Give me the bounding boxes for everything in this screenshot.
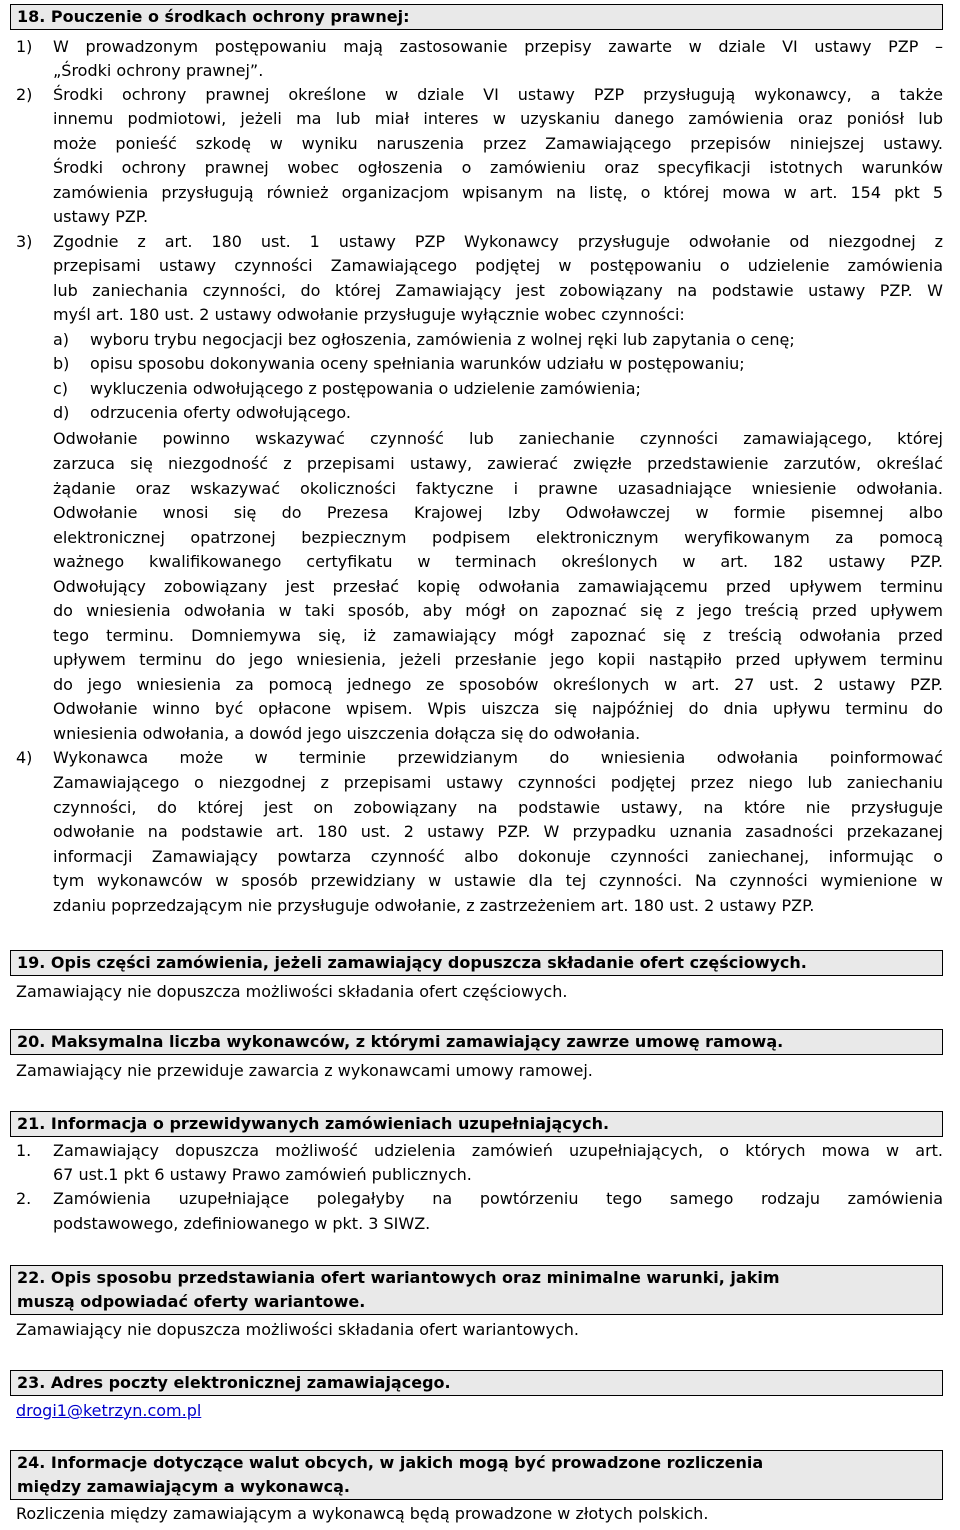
paragraph-line: Odwołujący zobowiązany jest przesłać kopię odwołania zamawiającemu przed upływem terminu [53, 577, 943, 596]
list-marker: a) [53, 330, 70, 349]
paragraph-line: elektronicznej opatrzonej bezpiecznym podpisem elektronicznym weryfikowanym za pomocą [53, 528, 943, 547]
list-marker: 2. [16, 1189, 32, 1208]
paragraph-line: ważnego kwalifikowanego certyfikatu w terminach określonych w art. 182 ustawy PZP. [53, 552, 943, 571]
paragraph-line: tego terminu. Domniemywa się, iż zamawiający mógł zapoznać się z treścią odwołania przed [53, 626, 943, 645]
paragraph-line: Zamawiającego o niezgodnej z przepisami ustawy czynności podjętej przez niego lub zaniechaniu [53, 773, 943, 792]
section-24-heading [10, 1450, 943, 1500]
paragraph-line: do wniesienia odwołania w taki sposób, aby mógł on zapoznać się z jego treścią przed upływem [53, 601, 943, 620]
paragraph-line: myśl art. 180 ust. 2 ustawy odwołanie przysługuje wyłącznie wobec czynności: [53, 305, 685, 324]
paragraph-line: odwołanie na podstawie art. 180 ust. 2 ustawy PZP. W przypadku uznania zasadności przekazanej [53, 822, 943, 841]
paragraph-line: Odwołanie winno być opłacone wpisem. Wpis uiszcza się najpóźniej do dnia upływu terminu do [53, 699, 943, 718]
section-21-heading: 21. Informacja o przewidywanych zamówieniach uzupełniających. [10, 1111, 943, 1137]
section-20-text: Zamawiający nie przewiduje zawarcia z wykonawcami umowy ramowej. [16, 1061, 593, 1080]
paragraph-line: innemu podmiotowi, jeżeli ma lub miał interes w uzyskaniu danego zamówienia oraz poniósł lub [53, 109, 943, 128]
list-item: podstawowego, zdefiniowanego w pkt. 3 SIWZ. [53, 1214, 431, 1233]
email-link[interactable]: drogi1@ketrzyn.com.pl [16, 1401, 202, 1420]
list-item: Zamawiający dopuszcza możliwość udzielenia zamówień uzupełniających, o których mowa w art. [53, 1141, 943, 1160]
paragraph-line: Odwołanie powinno wskazywać czynność lub zaniechanie czynności zamawiającego, której [53, 429, 943, 448]
paragraph-line: „Środki ochrony prawnej”. [53, 61, 264, 80]
list-marker: 2) [16, 85, 33, 104]
section-24-text: Rozliczenia między zamawiającym a wykonawcą będą prowadzone w złotych polskich. [16, 1504, 709, 1523]
section-18-heading: 18. Pouczenie o środkach ochrony prawnej: [10, 4, 943, 30]
heading-line: 24. Informacje dotyczące walut obcych, w jakich mogą być prowadzone rozliczenia [17, 1453, 764, 1472]
heading-line: muszą odpowiadać oferty wariantowe. [17, 1292, 366, 1311]
section-20-heading: 20. Maksymalna liczba wykonawców, z którymi zamawiający zawrze umowę ramową. [10, 1029, 943, 1055]
list-marker: 3) [16, 232, 33, 251]
paragraph-line: ustawy PZP. [53, 207, 149, 226]
section-22-heading [10, 1265, 943, 1315]
paragraph-line: informacji Zamawiający powtarza czynność albo dokonuje czynności zaniechanej, informując o [53, 847, 943, 866]
list-marker: c) [53, 379, 69, 398]
paragraph-line: zdaniu poprzedzającym nie przysługuje odwołanie, z zastrzeżeniem art. 180 ust. 2 ustawy PZP. [53, 896, 815, 915]
paragraph-line: Środki ochrony prawnej określone w dziale VI ustawy PZP przysługują wykonawcy, a także [53, 85, 943, 104]
list-item: opisu sposobu dokonywania oceny spełniania warunków udziału w postępowaniu; [90, 354, 745, 373]
section-19-text: Zamawiający nie dopuszcza możliwości składania ofert częściowych. [16, 982, 568, 1001]
paragraph-line: przepisami ustawy czynności Zamawiającego podjętej w postępowaniu o udzielenie zamówienia [53, 256, 943, 275]
heading-line: między zamawiającym a wykonawcą. [17, 1477, 350, 1496]
paragraph-line: do jego wniesienia za pomocą jednego ze sposobów określonych w art. 27 ust. 2 ustawy PZP. [53, 675, 943, 694]
list-marker: 4) [16, 748, 33, 767]
paragraph-line: wniesienia odwołania, a dowód jego uiszczenia dołącza się do odwołania. [53, 724, 641, 743]
list-marker: 1) [16, 37, 33, 56]
paragraph-line: zamówienia przysługują również organizacjom wpisanym na listę, o której mowa w art. 154 pkt 5 [53, 183, 943, 202]
paragraph-line: Zgodnie z art. 180 ust. 1 ustawy PZP Wykonawcy przysługuje odwołanie od niezgodnej z [53, 232, 943, 251]
paragraph-line: żądanie oraz wskazywać okoliczności faktyczne i prawne uzasadniające wniesienie odwołania. [53, 479, 943, 498]
list-marker: 1. [16, 1141, 32, 1160]
paragraph-line: upływem terminu do jego wniesienia, jeżeli przesłanie jego kopii nastąpiło przed upływem terminu [53, 650, 943, 669]
list-item: Zamówienia uzupełniające polegałyby na powtórzeniu tego samego rodzaju zamówienia [53, 1189, 943, 1208]
list-item: 67 ust.1 pkt 6 ustawy Prawo zamówień publicznych. [53, 1165, 472, 1184]
heading-line: 22. Opis sposobu przedstawiania ofert wariantowych oraz minimalne warunki, jakim [17, 1268, 780, 1287]
section-19-heading: 19. Opis części zamówienia, jeżeli zamawiający dopuszcza składanie ofert częściowych. [10, 950, 943, 976]
paragraph-line: Odwołanie wnosi się do Prezesa Krajowej Izby Odwoławczej w formie pisemnej albo [53, 503, 943, 522]
list-marker: b) [53, 354, 70, 373]
paragraph-line: W prowadzonym postępowaniu mają zastosowanie przepisy zawarte w dziale VI ustawy PZP – [53, 37, 943, 56]
section-23-heading: 23. Adres poczty elektronicznej zamawiającego. [10, 1370, 943, 1396]
paragraph-line: zarzuca się niezgodność z przepisami ustawy, zawierać zwięzłe przedstawienie zarzutów, określać [53, 454, 943, 473]
paragraph-line: może ponieść szkodę w wyniku naruszenia przez Zamawiającego przepisów niniejszej ustawy. [53, 134, 943, 153]
list-item: odrzucenia oferty odwołującego. [90, 403, 351, 422]
paragraph-line: tym wykonawców w sposób przewidziany w ustawie dla tej czynności. Na czynności wymienione w [53, 871, 943, 890]
list-marker: d) [53, 403, 70, 422]
section-22-text: Zamawiający nie dopuszcza możliwości składania ofert wariantowych. [16, 1320, 579, 1339]
list-item: wyboru trybu negocjacji bez ogłoszenia, zamówienia z wolnej ręki lub zapytania o cenę; [90, 330, 795, 349]
paragraph-line: lub zaniechania czynności, do której Zamawiający jest zobowiązany na podstawie ustawy PZP. W [53, 281, 943, 300]
paragraph-line: czynności, do której jest on zobowiązany na podstawie ustawy, na które nie przysługuje [53, 798, 943, 817]
paragraph-line: Wykonawca może w terminie przewidzianym do wniesienia odwołania poinformować [53, 748, 943, 767]
paragraph-line: Środki ochrony prawnej wobec ogłoszenia o zamówieniu oraz specyfikacji istotnych warunków [53, 158, 943, 177]
list-item: wykluczenia odwołującego z postępowania o udzielenie zamówienia; [90, 379, 641, 398]
